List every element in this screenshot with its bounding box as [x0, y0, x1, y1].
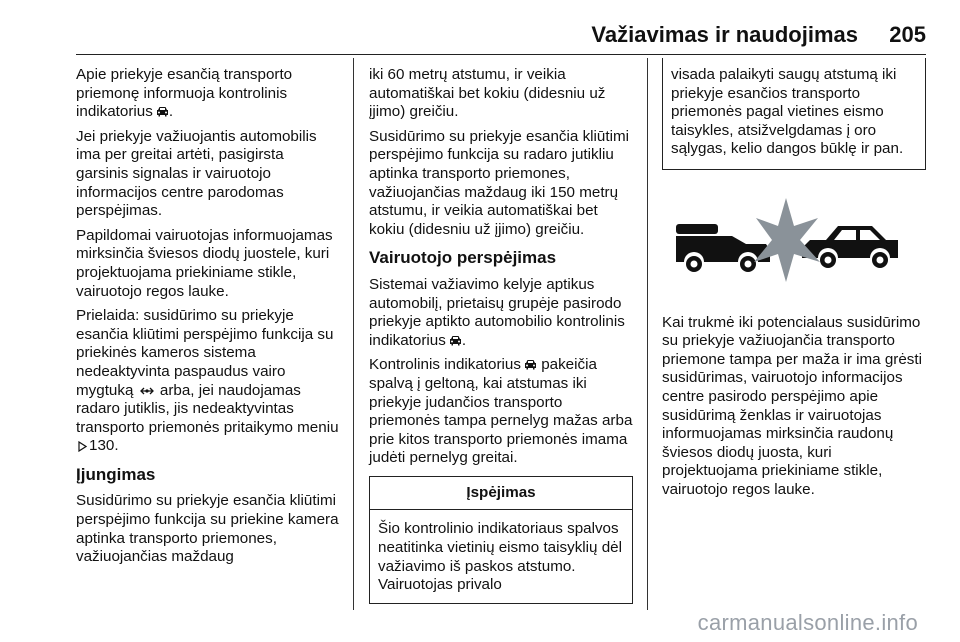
collision-warning-icon: [670, 196, 906, 286]
paragraph: Kai trukmė iki potencialaus susidūrimo su priekyje važiuojančia transporto priemone tampa per maža ir ima grėsti susidūrimas, vairuotojo informacijos centre pasirodo perspėjimo apie susidūrimą ženklas ir vairuotojas informuojamas mirksinčia raudonų šviesos diodų juosta, kuri projektuojama priekiniame stikle, vairuotojo regos lauke.: [662, 313, 922, 498]
section-heading: Vairuotojo perspėjimas: [369, 248, 557, 268]
collision-illustration: [670, 196, 926, 292]
header-rule: [76, 54, 926, 55]
header-title: Važiavimas ir naudojimas: [591, 22, 858, 47]
warning-text: Šio kontrolinio indikatoriaus spalvos neatitinka vietinių eismo taisyklių dėl važiavimo iš paskos atstumo. Vairuotojas privalo: [378, 520, 622, 594]
warning-box: [369, 476, 633, 604]
column-2: [369, 66, 633, 604]
paragraph: Prielaida: susidūrimo su priekyje esančia kliūtimi perspėjimo funkcija su priekinės kameros sistema nedeaktyvinta paspaudus vairo mygtuką arba, jei naudojamas radaro jutiklis, jis nedeaktyvintas transporto priemonės pritaikymo meniu 130.: [76, 307, 339, 455]
page-ref-icon: [78, 441, 87, 452]
paragraph: iki 60 metrų atstumu, ir veikia automatiškai bet kokiu (didesniu už įjimo) greičiu.: [369, 66, 606, 121]
paragraph: Papildomai vairuotojas informuojamas mirksinčia šviesos diodų juostele, kuri projektuojama priekiniame stikle, vairuotojo regos lauke.: [76, 226, 333, 300]
paragraph: Susidūrimo su priekyje esančia kliūtimi perspėjimo funkcija su radaro jutikliu aptinka transporto priemones, važiuojančias maždaug iki 150 metrų atstumu, ir veikia automatiškai bet kokiu (didesniu už įjimo) greičiu.: [369, 127, 629, 238]
footer-watermark: carmanualsonline.info: [697, 610, 918, 635]
paragraph: Kontrolinis indikatorius pakeičia spalvą į geltoną, kai atstumas iki priekyje judančios transporto priemonės tampa pernelyg mažas arba prie kitos transporto priemonės imama judėti pernelyg greitai.: [369, 356, 633, 467]
column-divider-1: [353, 58, 354, 610]
warning-box-continued: visada palaikyti saugų atstumą iki priekyje esančios transporto priemonės pagal vietines eismo taisykles, atsižvelgdamas į oro sąlygas, kelio dangos būklę ir pan.: [662, 58, 926, 170]
section-heading: Įjungimas: [76, 464, 156, 484]
warning-heading: Įspėjimas: [370, 477, 632, 511]
steering-button-icon: [140, 385, 154, 397]
page-number: 205: [889, 22, 926, 47]
paragraph: Susidūrimo su priekyje esančia kliūtimi perspėjimo funkcija su priekine kamera aptinka transporto priemones, važiuojančias maždaug: [76, 492, 339, 566]
paragraph: Sistemai važiavimo kelyje aptikus automobilį, prietaisų grupėje pasirodo priekyje aptikto automobilio kontrolinis indikatorius .: [369, 275, 625, 349]
column-1: [76, 66, 340, 573]
car-front-icon: [449, 335, 462, 346]
paragraph: Jei priekyje važiuojantis automobilis ima per greitai artėti, pasigirsta garsinis signalas ir vairuotojo informacijos centre parodomas perspėjimas.: [76, 127, 317, 220]
column-3: [662, 58, 926, 506]
car-front-icon: [524, 359, 537, 370]
car-front-icon: [156, 106, 169, 117]
paragraph: Apie priekyje esančią transporto priemonę informuoja kontrolinis indikatorius .: [76, 66, 293, 121]
column-divider-2: [647, 58, 648, 610]
